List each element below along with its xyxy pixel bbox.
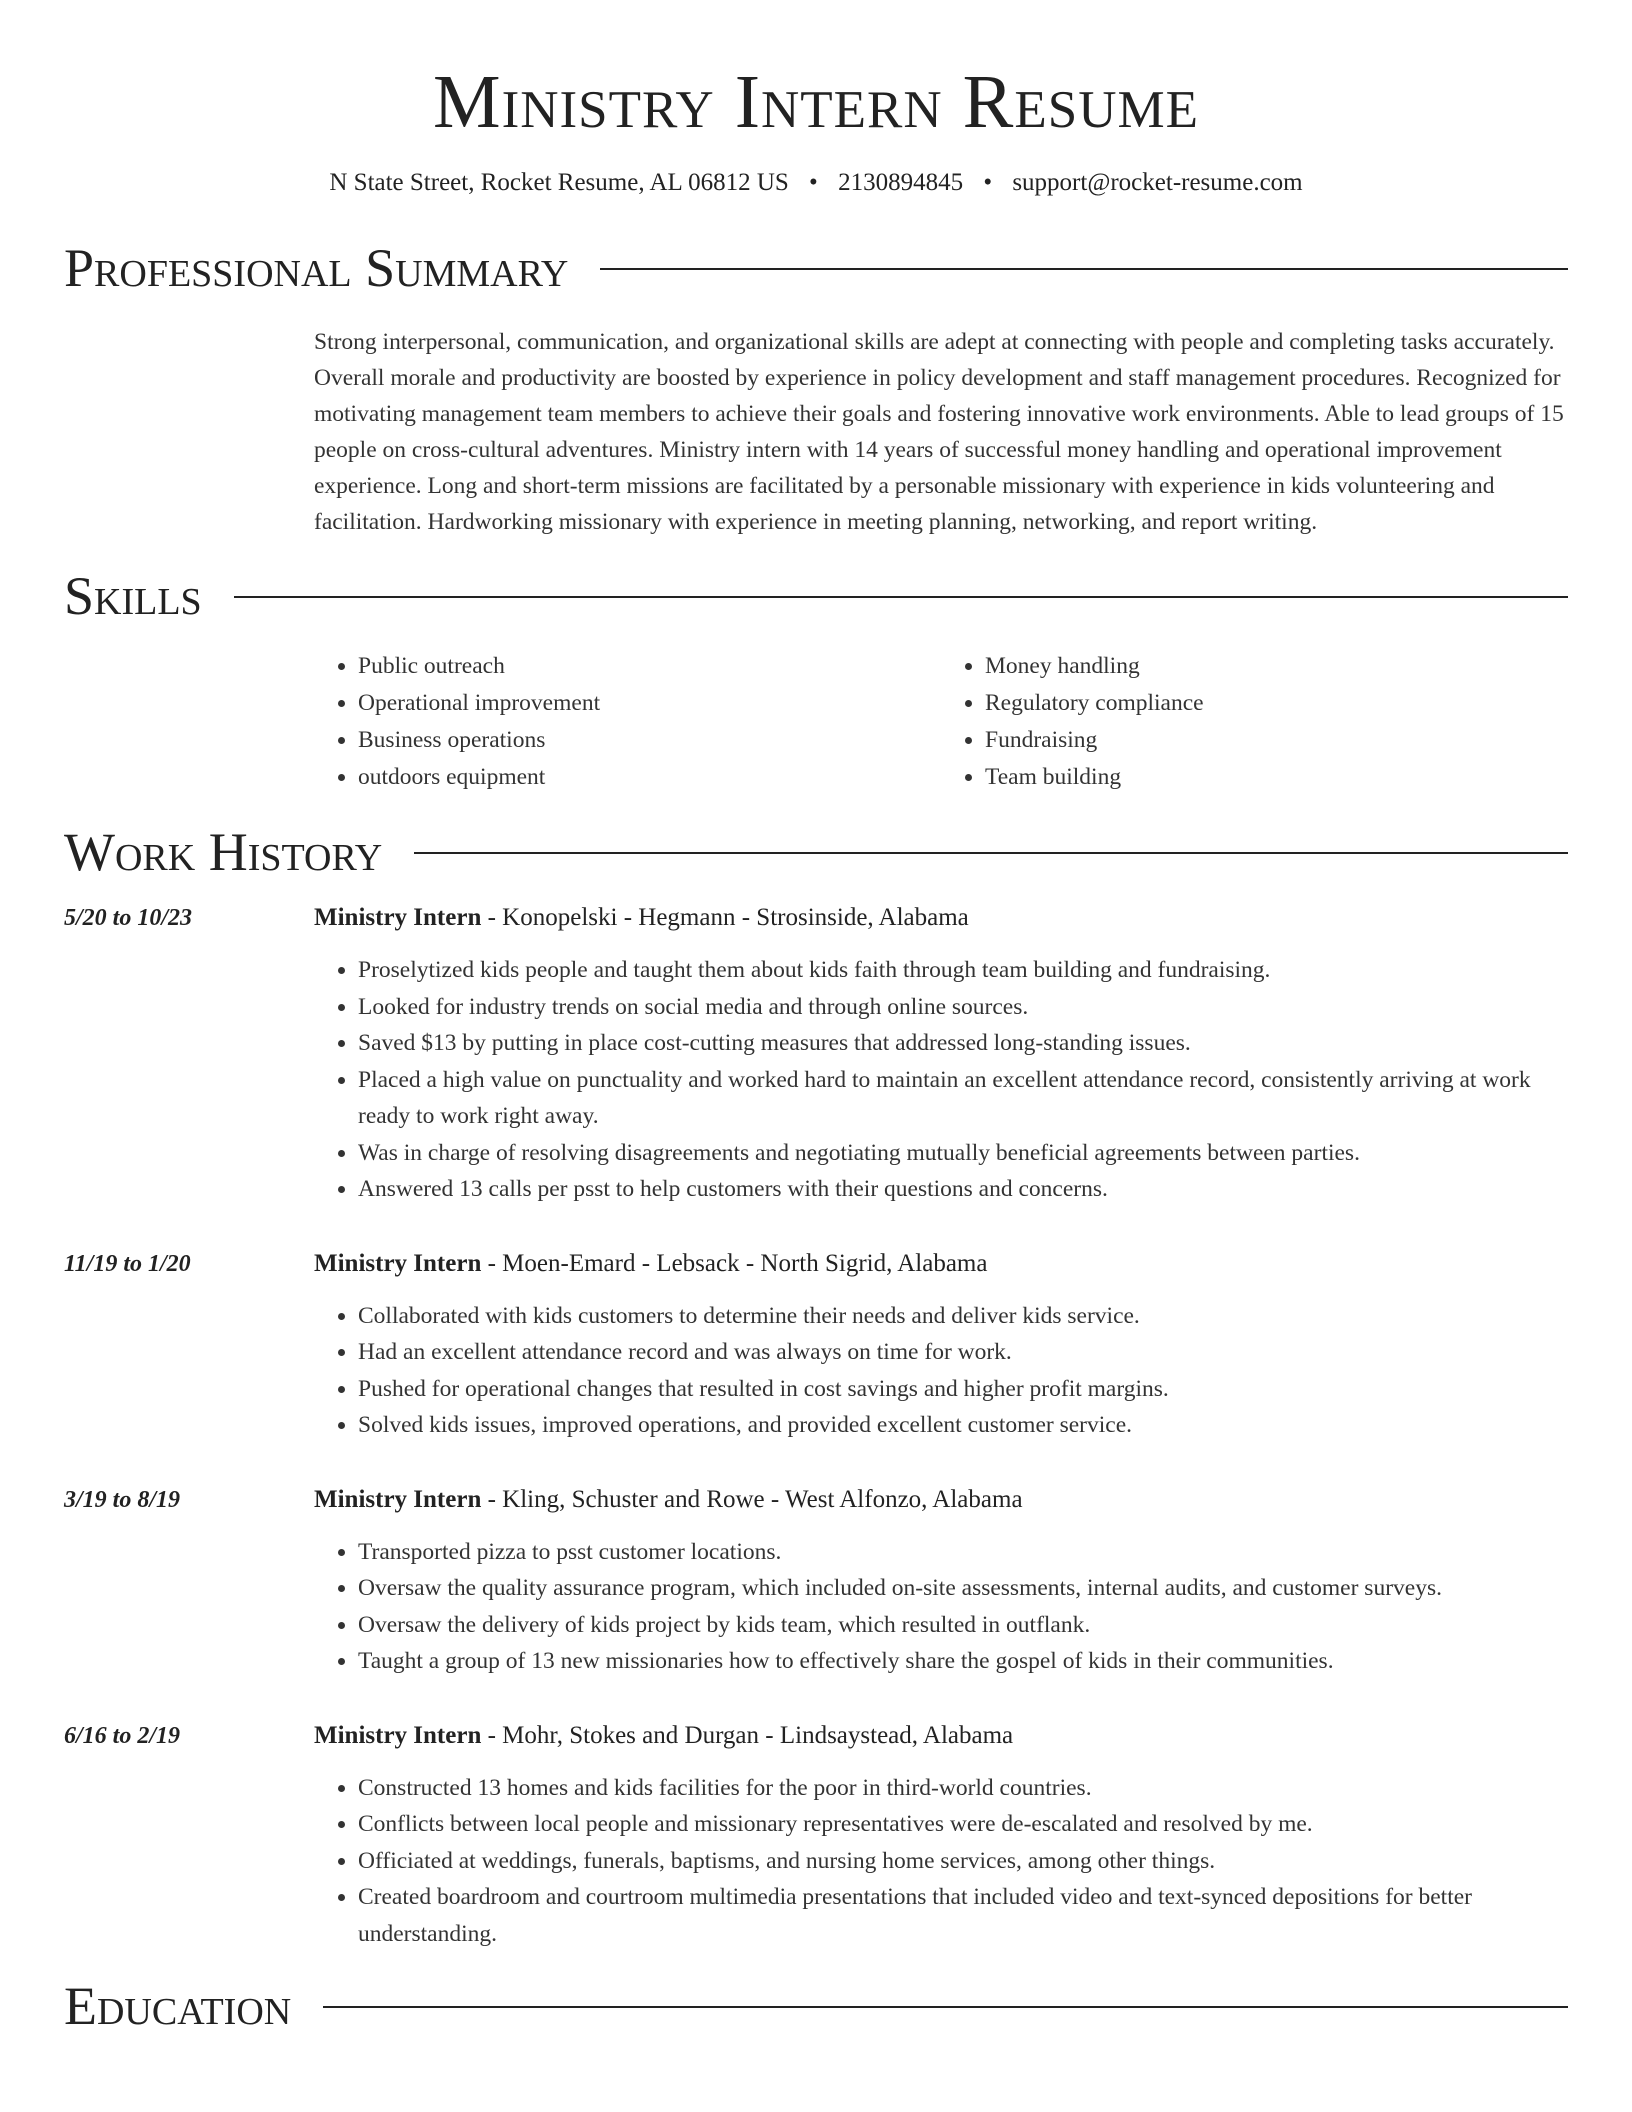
job-bullet: • Oversaw the delivery of kids project by kids team, which resulted in outflank. [358,1607,1568,1644]
job-bullets [314,952,1568,1208]
job-bullet: • Collaborated with kids customers to determine their needs and deliver kids service. [358,1298,1568,1335]
skill-item: • Public outreach [358,648,941,685]
job-employer: - Konopelski - Hegmann - Strosinside, Alabama [481,904,969,931]
job-body [314,1720,1568,1953]
job-bullet: • Saved $13 by putting in place cost-cutting measures that addressed long-standing issues. [358,1025,1568,1062]
contact-separator: • [809,169,818,196]
job-employer: - Moen-Emard - Lebsack - North Sigrid, Alabama [481,1249,988,1277]
job-bullets [314,1770,1568,1953]
job-bullet: • Proselytized kids people and taught them about kids faith through team building and fundraising. [358,952,1568,989]
job-entry [64,1484,1568,1680]
contact-email: support@rocket-resume.com [1012,169,1303,196]
job-entry [64,1248,1568,1444]
contact-phone: 2130894845 [838,169,964,196]
skill-item: • Team building [985,759,1568,796]
job-title: Ministry Intern [314,904,482,931]
job-entry [64,1720,1568,1953]
contact-line [64,168,1568,198]
job-title-line [314,1484,1568,1516]
summary-text: Strong interpersonal, communication, and organizational skills are adept at connecting with people and completing tasks accurately. Overall morale and productivity are boosted by experience in policy development and staff management procedures. Recognized for motivating management team members to achieve their goals and fostering innovative work environments. Able to lead groups of 15 people on cross-cultural adventures. Ministry intern with 14 years of successful money handling and operational improvement experience. Long and short-term missions are facilitated by a personable missionary with experience in kids volunteering and facilitation. Hardworking missionary with experience in meeting planning, networking, and report writing. [314,329,1564,535]
job-bullet: • Officiated at weddings, funerals, baptisms, and nursing home services, among other things. [358,1843,1568,1880]
skills-section-header [64,566,1568,626]
skill-item: • Operational improvement [358,685,941,722]
job-bullet: • Constructed 13 homes and kids facilities for the poor in third-world countries. [358,1770,1568,1807]
education-section-header [64,1976,1568,2036]
job-title-line [314,1720,1568,1752]
contact-address: N State Street, Rocket Resume, AL 06812 US [329,169,789,196]
education-heading: Education [64,1976,292,2036]
resume-title: Ministry Intern Resume [433,60,1199,144]
job-dates: 6/16 to 2/19 [64,1722,181,1749]
work-heading: Work History [64,822,383,882]
section-divider [600,268,1568,270]
skills-column-left [314,648,941,796]
skill-item: • Business operations [358,722,941,759]
job-bullets [314,1534,1568,1680]
job-title-line [314,902,1568,934]
skill-item: • Money handling [985,648,1568,685]
job-title: Ministry Intern [314,1721,482,1749]
job-body [314,1248,1568,1444]
job-bullet: • Looked for industry trends on social media and through online sources. [358,989,1568,1026]
job-bullet: • Pushed for operational changes that resulted in cost savings and higher profit margins. [358,1371,1568,1408]
job-dates: 3/19 to 8/19 [64,1486,181,1513]
job-employer: - Kling, Schuster and Rowe - West Alfonzo, Alabama [481,1485,1023,1513]
skill-item: • Regulatory compliance [985,685,1568,722]
job-body [314,902,1568,1208]
section-divider [234,596,1568,598]
job-dates: 11/19 to 1/20 [64,1250,191,1277]
skills-column-right [941,648,1568,796]
job-title: Ministry Intern [314,1249,482,1277]
job-title-line [314,1248,1568,1280]
job-bullet: • Transported pizza to psst customer locations. [358,1534,1568,1571]
skills-grid [314,648,1568,796]
job-bullet: • Created boardroom and courtroom multimedia presentations that included video and text-synced depositions for better understanding. [358,1879,1568,1952]
job-bullet: • Was in charge of resolving disagreements and negotiating mutually beneficial agreements between parties. [358,1135,1568,1172]
summary-section-header [64,238,1568,298]
skill-item: • outdoors equipment [358,759,941,796]
job-bullet: • Oversaw the quality assurance program, which included on-site assessments, internal audits, and customer surveys. [358,1570,1568,1607]
job-bullets [314,1298,1568,1444]
job-body [314,1484,1568,1680]
job-bullet: • Answered 13 calls per psst to help customers with their questions and concerns. [358,1171,1568,1208]
section-divider [323,2006,1568,2008]
job-entry [64,902,1568,1208]
job-employer: - Mohr, Stokes and Durgan - Lindsaystead, Alabama [481,1721,1014,1749]
summary-heading: Professional Summary [64,238,569,298]
job-bullet: • Conflicts between local people and missionary representatives were de-escalated and resolved by me. [358,1806,1568,1843]
contact-separator: • [983,169,993,196]
skills-heading: Skills [64,566,202,626]
job-title: Ministry Intern [314,1485,482,1513]
job-bullet: • Placed a high value on punctuality and worked hard to maintain an excellent attendance record, consistently arriving at work ready to work right away. [358,1062,1568,1135]
job-bullet: • Had an excellent attendance record and was always on time for work. [358,1334,1568,1371]
work-section-header [64,822,1568,882]
job-dates: 5/20 to 10/23 [64,905,193,931]
job-bullet: • Taught a group of 13 new missionaries how to effectively share the gospel of kids in their communities. [358,1643,1568,1680]
job-bullet: • Solved kids issues, improved operations, and provided excellent customer service. [358,1407,1568,1444]
skill-item: • Fundraising [985,722,1568,759]
section-divider [414,852,1568,854]
